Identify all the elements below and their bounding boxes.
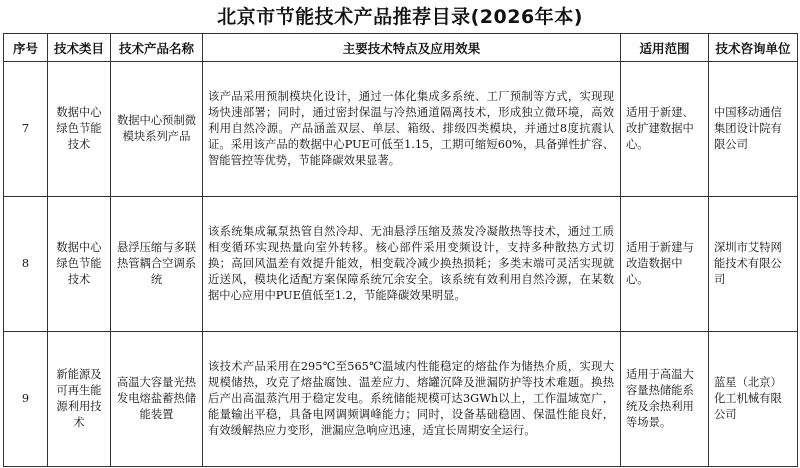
page-title: 北京市节能技术产品推荐目录(2026年本) [217,6,583,28]
table-header-row [4,34,798,62]
cell-features: 该系统集成氟泵热管自然冷却、无油悬浮压缩及蒸发冷凝散热等技术，通过工质相变循环实现热量向室外转移。核心部件采用变频设计，支持多种散热方式切换；高回风温差有效提升能效，相变载冷减少换热损耗；多类末端可灵活实现就近送风，模块化适配方案保障系统冗余安全。该系统有效利用自然冷源，在某数据中心应用中PUE值低至1.2，节能降碳效果明显。 [203,197,621,332]
cell-category: 新能源及可再生能源利用技术 [48,332,111,467]
table-row [4,62,798,197]
cell-product-name: 高温大容量光热发电熔盐蓄热储能装置 [111,332,203,467]
cell-product-name: 数据中心预制微模块系列产品 [111,62,203,197]
cell-consulting-unit: 中国移动通信集团设计院有限公司 [709,62,798,197]
header-consulting-unit: 技术咨询单位 [709,34,798,62]
cell-consulting-unit: 蓝星（北京）化工机械有限公司 [709,332,798,467]
cell-scope: 适用于高温大容量热储能系统及余热利用等场景。 [621,332,709,467]
header-product-name: 技术产品名称 [111,34,203,62]
header-serial-number: 序号 [4,34,48,62]
table-row [4,197,798,332]
header-scope: 适用范围 [621,34,709,62]
header-category: 技术类目 [48,34,111,62]
cell-serial-number: 7 [4,62,48,197]
cell-category: 数据中心绿色节能技术 [48,197,111,332]
cell-features: 该产品采用预制模块化设计，通过一体化集成多系统、工厂预制等方式，实现现场快速部署；同时，通过密封保温与冷热通道隔离技术，形成独立微环境，高效利用自然冷源。产品涵盖双层、单层、箱级、排级四类模块，并通过8度抗震认证。采用该产品的数据中心PUE可低至1.15，工期可缩短60%，具备弹性扩容、智能管控等优势，节能降碳效果显著。 [203,62,621,197]
header-features: 主要技术特点及应用效果 [203,34,621,62]
cell-product-name: 悬浮压缩与多联热管耦合空调系统 [111,197,203,332]
cell-serial-number: 9 [4,332,48,467]
cell-consulting-unit: 深圳市艾特网能技术有限公司 [709,197,798,332]
cell-features: 该技术产品采用在295℃至565℃温域内性能稳定的熔盐作为储热介质，实现大规模储热，攻克了熔盐腐蚀、温差应力、熔罐沉降及泄漏防护等技术难题。换热后产出高温蒸汽用于稳定发电。系统储能规模可达3GWh以上，工作温域宽广，能量输出平稳，具备电网调频调峰能力；同时，设备基础稳固、保温性能良好，有效缓解热应力变形，泄漏应急响应迅速，适宜长周期安全运行。 [203,332,621,467]
cell-scope: 适用于新建、改扩建数据中心。 [621,62,709,197]
cell-scope: 适用于新建与改造数据中心。 [621,197,709,332]
cell-serial-number: 8 [4,197,48,332]
cell-category: 数据中心绿色节能技术 [48,62,111,197]
recommendation-table [3,33,798,467]
table-row [4,332,798,467]
